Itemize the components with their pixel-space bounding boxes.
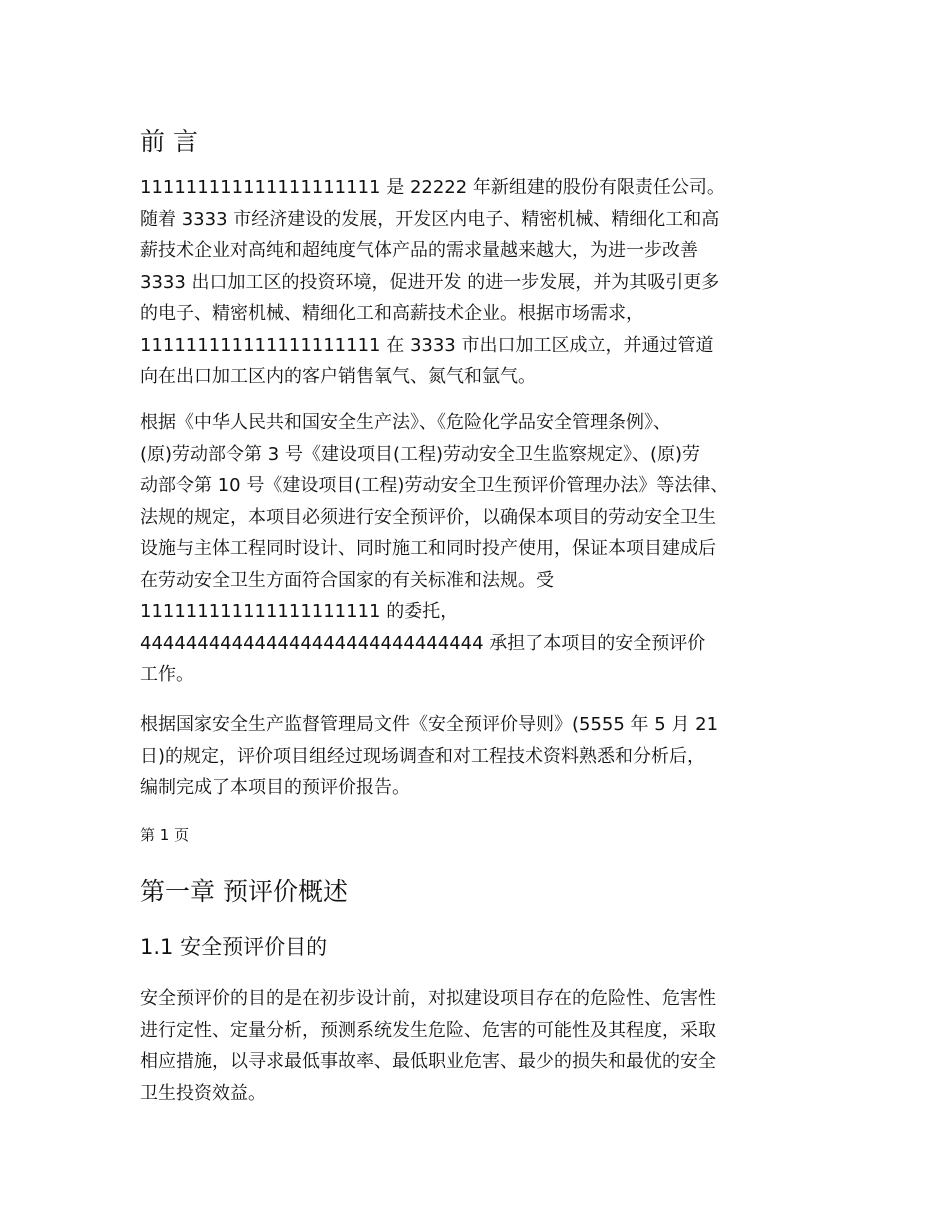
preface-paragraph-1	[140, 172, 725, 393]
chapter-title: 第一章 预评价概述	[140, 877, 348, 906]
text-line: 随着 3333 市经济建设的发展，开发区内电子、精密机械、精细化工和高	[140, 208, 720, 230]
text-line: 的电子、精密机械、精细化工和高薪技术企业。根据市场需求，	[140, 303, 644, 324]
text-line: 444444444444444444444444444444 承担了本项目的安全预评价	[140, 632, 706, 654]
text-line: 进行定性、定量分析，预测系统发生危险、危害的可能性及其程度，采取	[140, 1019, 716, 1041]
text-line: 薪技术企业对高纯和超纯度气体产品的需求量越来越大，为进一步改善	[140, 240, 698, 261]
text-line: 编制完成了本项目的预评价报告。	[140, 777, 410, 798]
text-line: 法规的规定，本项目必须进行安全预评价，以确保本项目的劳动安全卫生	[140, 506, 716, 528]
text-line: 动部令第 10 号《建设项目(工程)劳动安全卫生预评价管理办法》等法律、	[140, 475, 729, 496]
preface-title: 前 言	[140, 127, 198, 156]
text-line: 根据国家安全生产监督管理局文件《安全预评价导则》(5555 年 5 月 21	[140, 714, 719, 735]
text-line: 111111111111111111111 是 22222 年新组建的股份有限责任公司。	[140, 177, 725, 198]
text-line: 工作。	[140, 664, 194, 685]
text-line: 相应措施，以寻求最低事故率、最低职业危害、最少的损失和最优的安全	[140, 1051, 716, 1072]
preface-paragraph-2	[140, 407, 728, 691]
preface-paragraph-3	[140, 709, 718, 804]
section-paragraph	[140, 983, 716, 1109]
text-line: (原)劳动部令第 3 号《建设项目(工程)劳动安全卫生监察规定》、(原)劳	[140, 443, 701, 465]
text-line: 111111111111111111111 在 3333 市出口加工区成立，并通过管道	[140, 334, 714, 356]
page-number: 第 1 页	[140, 826, 190, 844]
section-title: 1.1 安全预评价目的	[140, 935, 328, 959]
text-line: 卫生投资效益。	[140, 1082, 266, 1104]
text-line: 111111111111111111111 的委托，	[140, 601, 459, 622]
text-line: 安全预评价的目的是在初步设计前，对拟建设项目存在的危险性、危害性	[140, 988, 716, 1009]
text-line: 日)的规定，评价项目组经过现场调查和对工程技术资料熟悉和分析后，	[140, 745, 706, 767]
text-line: 在劳动安全卫生方面符合国家的有关标准和法规。受	[140, 569, 554, 591]
text-line: 根据《中华人民共和国安全生产法》、《危险化学品安全管理条例》、	[140, 412, 671, 433]
text-line: 设施与主体工程同时设计、同时施工和同时投产使用，保证本项目建成后	[140, 538, 716, 559]
text-line: 向在出口加工区内的客户销售氧气、氮气和氩气。	[140, 366, 536, 387]
text-line: 3333 出口加工区的投资环境，促进开发 的进一步发展，并为其吸引更多	[140, 271, 720, 293]
